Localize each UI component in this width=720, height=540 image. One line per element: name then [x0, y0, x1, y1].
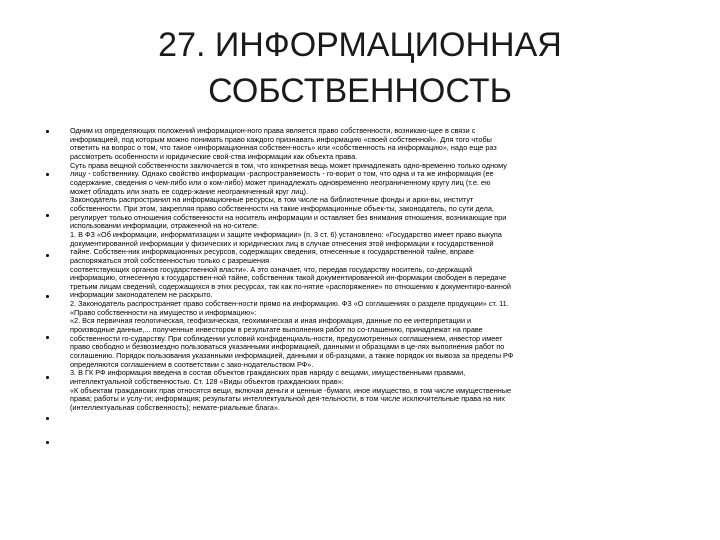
bullet-marker — [46, 173, 49, 176]
text-line: право свободно и безвозмездно пользоваться указанными информацией, данными и образцами в це-лях выполнения работ по — [70, 342, 505, 352]
text-line: использовании информации, отраженной на но-сителе. — [70, 221, 259, 231]
text-line: собственности го-сударству. При соблюдении условий конфиденциаль-ности, предусмотренных соглашением, инвестор имеет — [70, 333, 503, 343]
bullet-marker — [46, 295, 49, 298]
text-line: документированной информации у физических и юридических лиц в случае отнесения этой информации к государственной — [70, 238, 494, 248]
text-line: распоряжаться этой собственностью только с разрешения — [70, 255, 270, 265]
text-line: «Право собственности на имущество и информацию»: — [70, 307, 257, 317]
text-line: содержание, сведения о чем-либо или о ком-либо) может принадлежать одновременно неограниченному кругу лиц (т.е. ею — [70, 177, 491, 187]
text-line: рассмотреть особенности и юридические свой-ства информации как объекта права. — [70, 151, 358, 161]
text-line: лицу - собственнику. Однако свойство информации -распространяемость - го-ворит о том, что одна и та же информация (ее — [70, 169, 494, 179]
text-line: определяются соглашением в соответствии с зако-нодательством РФ». — [70, 359, 314, 369]
title-line: 27. ИНФОРМАЦИОННАЯ — [158, 26, 562, 64]
text-line: информацию, отнесенную к государствен-ной тайне, собственник такой документированной ин-формации свободен в передаче — [70, 273, 507, 283]
text-line: 3. В ГК РФ информация введена в состав объектов гражданских прав наряду с вещами, имущественными правами, — [70, 368, 466, 378]
page-title — [60, 22, 660, 114]
text-line: тайне. Собствен-ник информационных ресурсов, содержащих сведения, отнесенные к государственной тайне, вправе — [70, 247, 474, 257]
bullet-marker — [46, 254, 49, 257]
bullet-marker — [46, 376, 49, 379]
bullet-marker — [46, 441, 49, 444]
text-line: информацией, под которым можно понимать право каждого признавать информацию «своей собственной». Для того чтобы — [70, 134, 492, 144]
text-line: интеллектуальной собственностью. Ст. 128 «Виды объектов гражданских прав»: — [70, 377, 344, 387]
text-line: соглашению. Порядок пользования указанными информацией, данными и об-разцами, а также порядок их вывоза за пределы РФ — [70, 351, 514, 361]
body-text — [70, 127, 690, 413]
text-line: регулирует только отношения собственности на носитель информации и оставляет без внимания отношения, возникающие при — [70, 212, 507, 222]
text-line: третьим лицам сведений, содержащихся в этих ресурсах, так как по-нятие «распоряжение» по отношению к документиро-ванной — [70, 281, 511, 291]
text-line: производные данные,... полученные инвестором в результате выполнения работ по со-глашению, принадлежат на праве — [70, 325, 483, 335]
bullet-column — [46, 127, 60, 457]
text-line: 2. Законодатель распространяет право собствен-ности прямо на информацию. ФЗ «О соглашениях о разделе продукции» ст. 11. — [70, 299, 509, 309]
text-line: информации законодателем не раскрыто. — [70, 290, 213, 300]
text-line: ответить на вопрос о том, что такое «информационная собствен-ность» или «собственность на информацию», надо еще раз — [70, 143, 497, 153]
bullet-marker — [46, 417, 49, 420]
bullet-marker — [46, 336, 49, 339]
text-line: «К объектам гражданских прав относятся вещи, включая деньги и ценные -бумаги, иное имущество, в том числе имущественные — [70, 385, 512, 395]
text-line: Суть права вещной собственности заключается в том, что конкретная вещь может принадлежать одно-временно только одному — [70, 160, 507, 170]
text-line: 1. В ФЗ «Об информации, информатизации и защите информации» (п. 3 ст. 6) установлено: «Государство имеет право выкупа — [70, 229, 502, 239]
text-line: собственности. При этом, закрепляя право собственности на такие информационные объек-ты, законодатель, по сути дела, — [70, 203, 494, 213]
bullet-marker — [46, 130, 49, 133]
title-line: СОБСТВЕННОСТЬ — [208, 72, 512, 110]
text-line: Одним из определяющих положений информацион-ного права является право собственности, возникаю-щее в связи с — [70, 126, 476, 135]
text-line: соответствующих органов государственной власти». А это означает, что, передав государству носитель, со-держащий — [70, 264, 473, 274]
text-line: (интеллектуальная собственность); немате-риальные блага». — [70, 403, 280, 412]
bullet-marker — [46, 214, 49, 217]
text-line: Законодатель распространил на информационные ресурсы, в том числе на библиотечные фонды и архи-вы, институт — [70, 195, 474, 205]
text-line: может обладать или знать ее содер-жание неограниченный круг лиц). — [70, 186, 308, 196]
text-line: права; работы и услу-ги; информация; результаты интеллектуальной дея-тельности, в том числе исключительные права на них — [70, 394, 506, 404]
text-line: «2. Вся первичная геологическая, геофизическая, геохимическая и иная информация, данные по ее интерпретации и — [70, 316, 472, 326]
